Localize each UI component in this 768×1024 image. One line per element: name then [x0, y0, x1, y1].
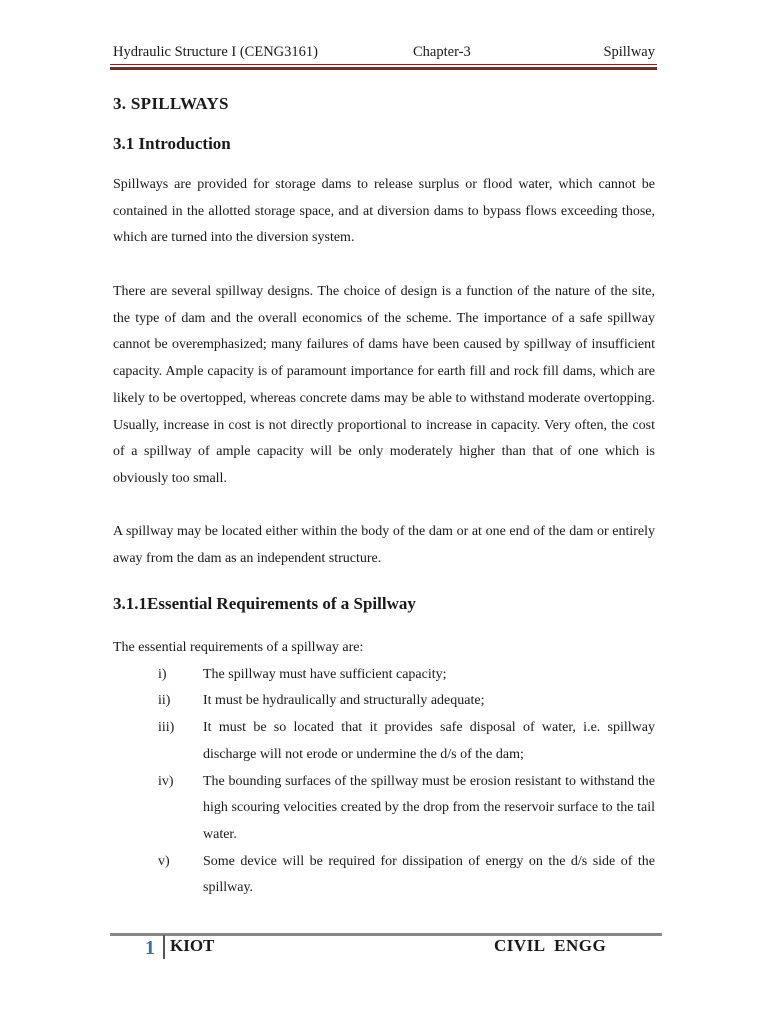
header-course-title: Hydraulic Structure I (CENG3161) [113, 44, 318, 60]
footer-institution: KIOT [170, 936, 215, 955]
header-topic: Spillway [603, 44, 655, 60]
list-item [113, 662, 655, 689]
list-item-number: iii) [158, 720, 175, 736]
list-item [113, 769, 655, 849]
page-number: 1 [145, 937, 155, 959]
requirements-heading: 3.1.1Essential Requirements of a Spillway [113, 594, 416, 613]
chapter-title: 3. SPILLWAYS [113, 94, 229, 113]
paragraph-2: There are several spillway designs. The choice of design is a function of the nature of the site, the type of dam and the overall economics of the scheme. The importance of a safe spillway cannot be overemphasized; many failures of dams have been caused by spillway of insufficient capacity. Ample capacity is of paramount importance for earth fill and rock fill dams, which are likely to be overtopped, whereas concrete dams may be able to withstand moderate overtopping. Usually, increase in cost is not directly proportional to increase in capacity. Very often, the cost of a spillway of ample capacity will be only moderately higher than that of one which is obviously too small. [113, 284, 655, 486]
requirements-list [113, 635, 655, 902]
requirements-intro: The essential requirements of a spillway are: [113, 640, 364, 655]
list-item [113, 849, 655, 902]
list-item-text: The bounding surfaces of the spillway must be erosion resistant to withstand the high scouring velocities created by the drop from the reservoir surface to the tail water. [203, 773, 655, 842]
header-chapter: Chapter-3 [413, 44, 471, 60]
list-item-text: The spillway must have sufficient capacity; [203, 666, 447, 682]
list-item-number: i) [158, 666, 167, 682]
list-item-text: It must be so located that it provides safe disposal of water, i.e. spillway discharge will not erode or undermine the d/s of the dam; [203, 720, 655, 762]
list-item [113, 688, 655, 715]
page-header [113, 44, 655, 64]
header-rule [110, 64, 657, 65]
paragraph-3: A spillway may be located either within the body of the dam or at one end of the dam or entirely away from the dam as an independent structure. [113, 524, 655, 566]
list-item-text: It must be hydraulically and structurally adequate; [203, 693, 485, 709]
list-item-number: iv) [158, 773, 174, 789]
list-item-text: Some device will be required for dissipation of energy on the d/s side of the spillway. [203, 853, 655, 896]
footer-department: CIVIL ENGG [494, 936, 607, 955]
list-item-number: v) [158, 853, 170, 869]
paragraph-1: Spillways are provided for storage dams to release surplus or flood water, which cannot be contained in the allotted storage space, and at diversion dams to bypass flows exceeding those, which are turned into the diversion system. [113, 177, 655, 246]
intro-heading: 3.1 Introduction [113, 134, 231, 153]
list-item [113, 715, 655, 768]
footer-divider [163, 935, 165, 959]
list-item-number: ii) [158, 693, 171, 709]
header-rule-thick [110, 67, 657, 70]
